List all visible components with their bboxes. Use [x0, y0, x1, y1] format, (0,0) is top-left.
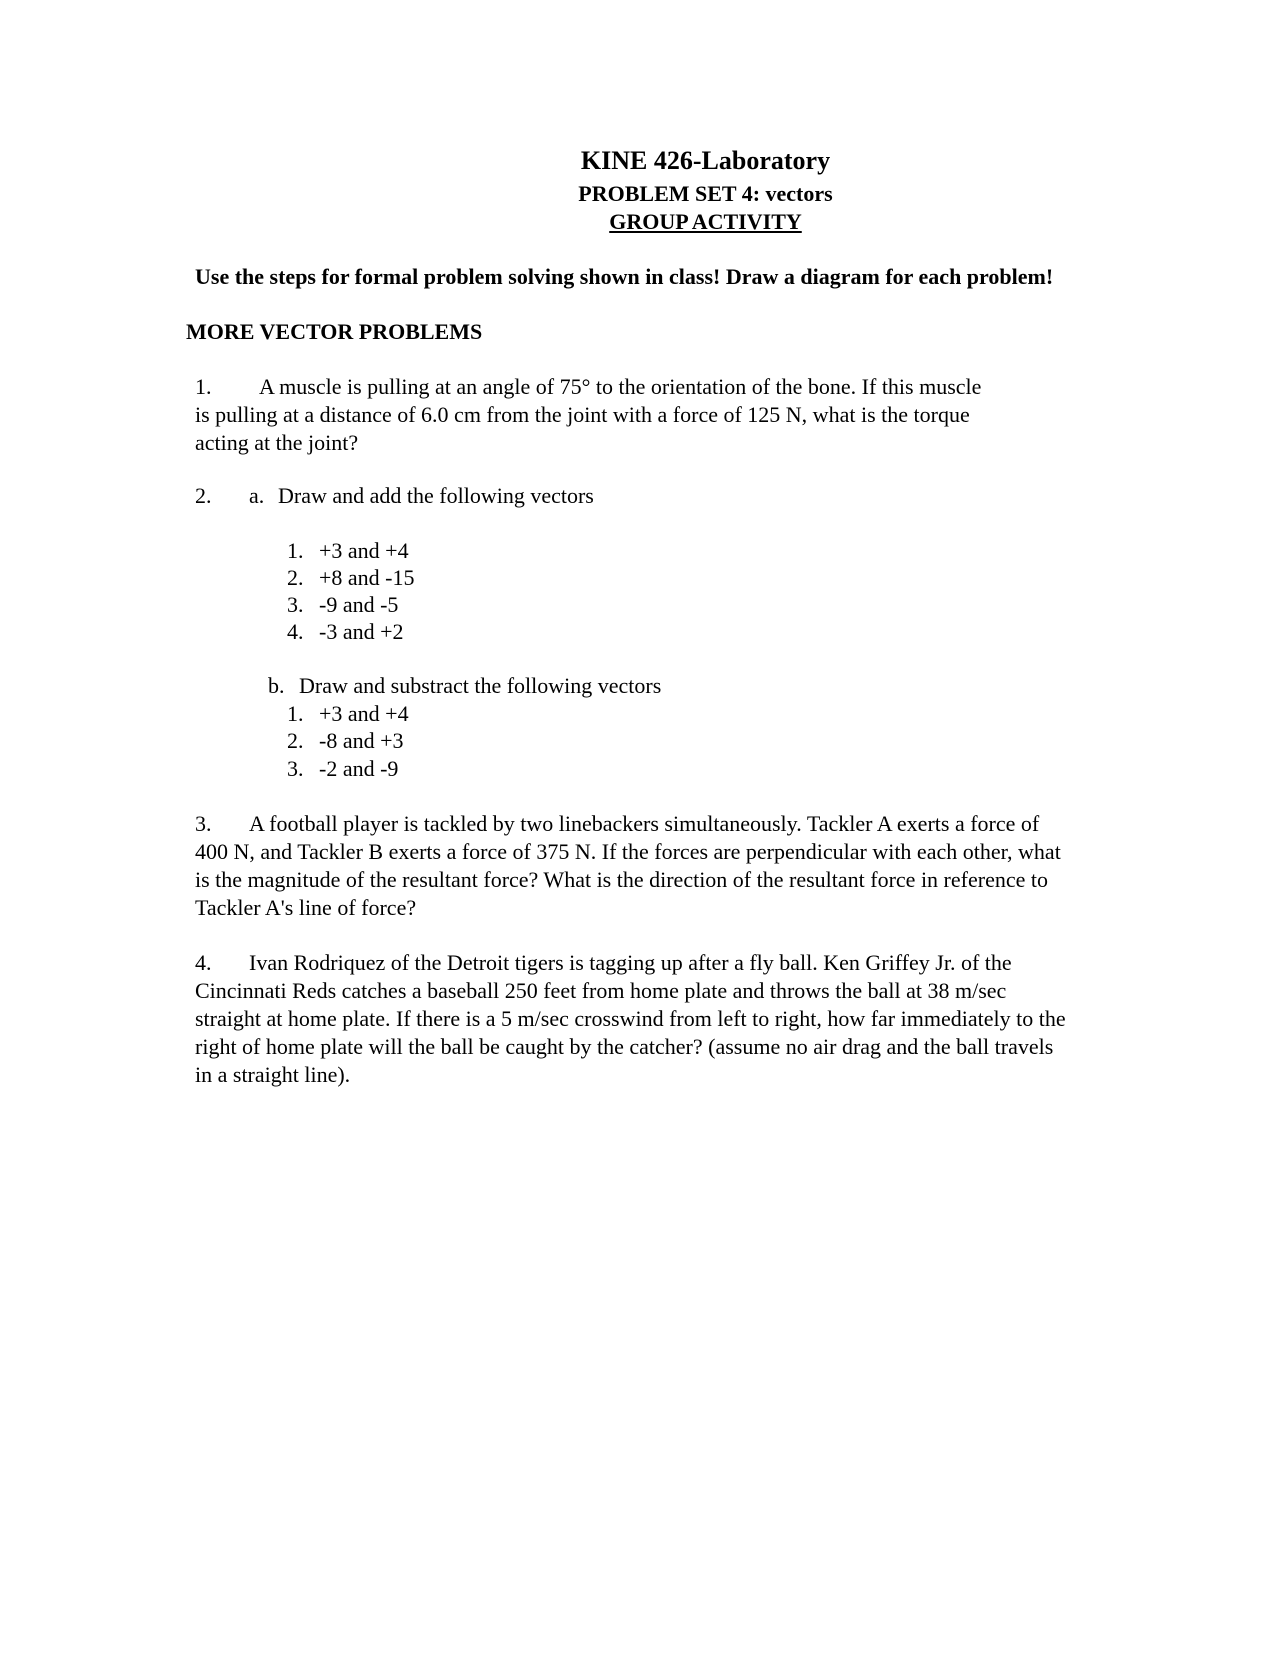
list-item-index: 1. [287, 701, 304, 726]
problem-4 [195, 949, 1195, 1089]
problem-4-line-3: straight at home plate. If there is a 5 m/sec crosswind from left to right, how far immediately to the [195, 1006, 1066, 1031]
section-heading: MORE VECTOR PROBLEMS [186, 319, 483, 344]
problem-4-number: 4. [195, 950, 212, 975]
problem-1-number: 1. [195, 374, 212, 399]
part-b-label: b. [268, 673, 285, 698]
list-item-text: -9 and -5 [319, 592, 399, 617]
list-item-index: 2. [287, 728, 304, 753]
list-item-index: 3. [287, 592, 304, 617]
problem-4-line-1 [195, 949, 1195, 977]
problem-3-line-1 [195, 810, 1195, 838]
problem-3-line-2: 400 N, and Tackler B exerts a force of 375 N. If the forces are perpendicular with each other, what [195, 839, 1061, 864]
problem-2-part-b [268, 672, 661, 700]
problem-3-text: A football player is tackled by two linebackers simultaneously. Tackler A exerts a force of [249, 811, 1040, 836]
list-item [287, 727, 404, 755]
part-a-text: Draw and add the following vectors [278, 483, 594, 508]
problem-1-text: A muscle is pulling at an angle of 75° to the orientation of the bone. If this muscle [259, 374, 982, 399]
list-item-text: -3 and +2 [319, 619, 404, 644]
instruction-text: Use the steps for formal problem solving shown in class! Draw a diagram for each problem! [195, 264, 1054, 289]
list-item [287, 755, 398, 783]
part-b-text: Draw and substract the following vectors [299, 673, 662, 698]
list-item-text: -2 and -9 [319, 756, 399, 781]
list-item-text: +8 and -15 [319, 565, 415, 590]
problem-1 [195, 373, 1195, 457]
problem-2-number: 2. [195, 483, 212, 508]
list-item [287, 618, 404, 646]
problem-3 [195, 810, 1195, 922]
problem-4-line-4: right of home plate will the ball be caught by the catcher? (assume no air drag and the ball travels [195, 1034, 1054, 1059]
list-item [287, 537, 409, 565]
problem-4-line-5: in a straight line). [195, 1062, 351, 1087]
list-item-text: +3 and +4 [319, 538, 409, 563]
problem-set-subtitle: PROBLEM SET 4: vectors [578, 181, 833, 206]
list-item-index: 3. [287, 756, 304, 781]
list-item [287, 564, 415, 592]
list-item-index: 2. [287, 565, 304, 590]
problem-4-line-2: Cincinnati Reds catches a baseball 250 feet from home plate and throws the ball at 38 m/sec [195, 978, 1007, 1003]
problem-2-part-a [195, 482, 594, 510]
problem-1-line-1 [195, 373, 1195, 401]
list-item [287, 591, 398, 619]
list-item-text: +3 and +4 [319, 701, 409, 726]
list-item-text: -8 and +3 [319, 728, 404, 753]
group-activity-heading: GROUP ACTIVITY [609, 209, 802, 234]
list-item-index: 4. [287, 619, 304, 644]
problem-3-line-3: is the magnitude of the resultant force? What is the direction of the resultant force in reference to [195, 867, 1048, 892]
list-item-index: 1. [287, 538, 304, 563]
problem-1-line-3: acting at the joint? [195, 430, 359, 455]
part-a-label: a. [249, 483, 265, 508]
problem-3-line-4: Tackler A's line of force? [195, 895, 417, 920]
problem-1-line-2: is pulling at a distance of 6.0 cm from the joint with a force of 125 N, what is the torque [195, 402, 970, 427]
list-item [287, 700, 409, 728]
problem-3-number: 3. [195, 811, 212, 836]
problem-4-text: Ivan Rodriquez of the Detroit tigers is tagging up after a fly ball. Ken Griffey Jr. of the [249, 950, 1012, 975]
page-title: KINE 426-Laboratory [580, 146, 831, 175]
